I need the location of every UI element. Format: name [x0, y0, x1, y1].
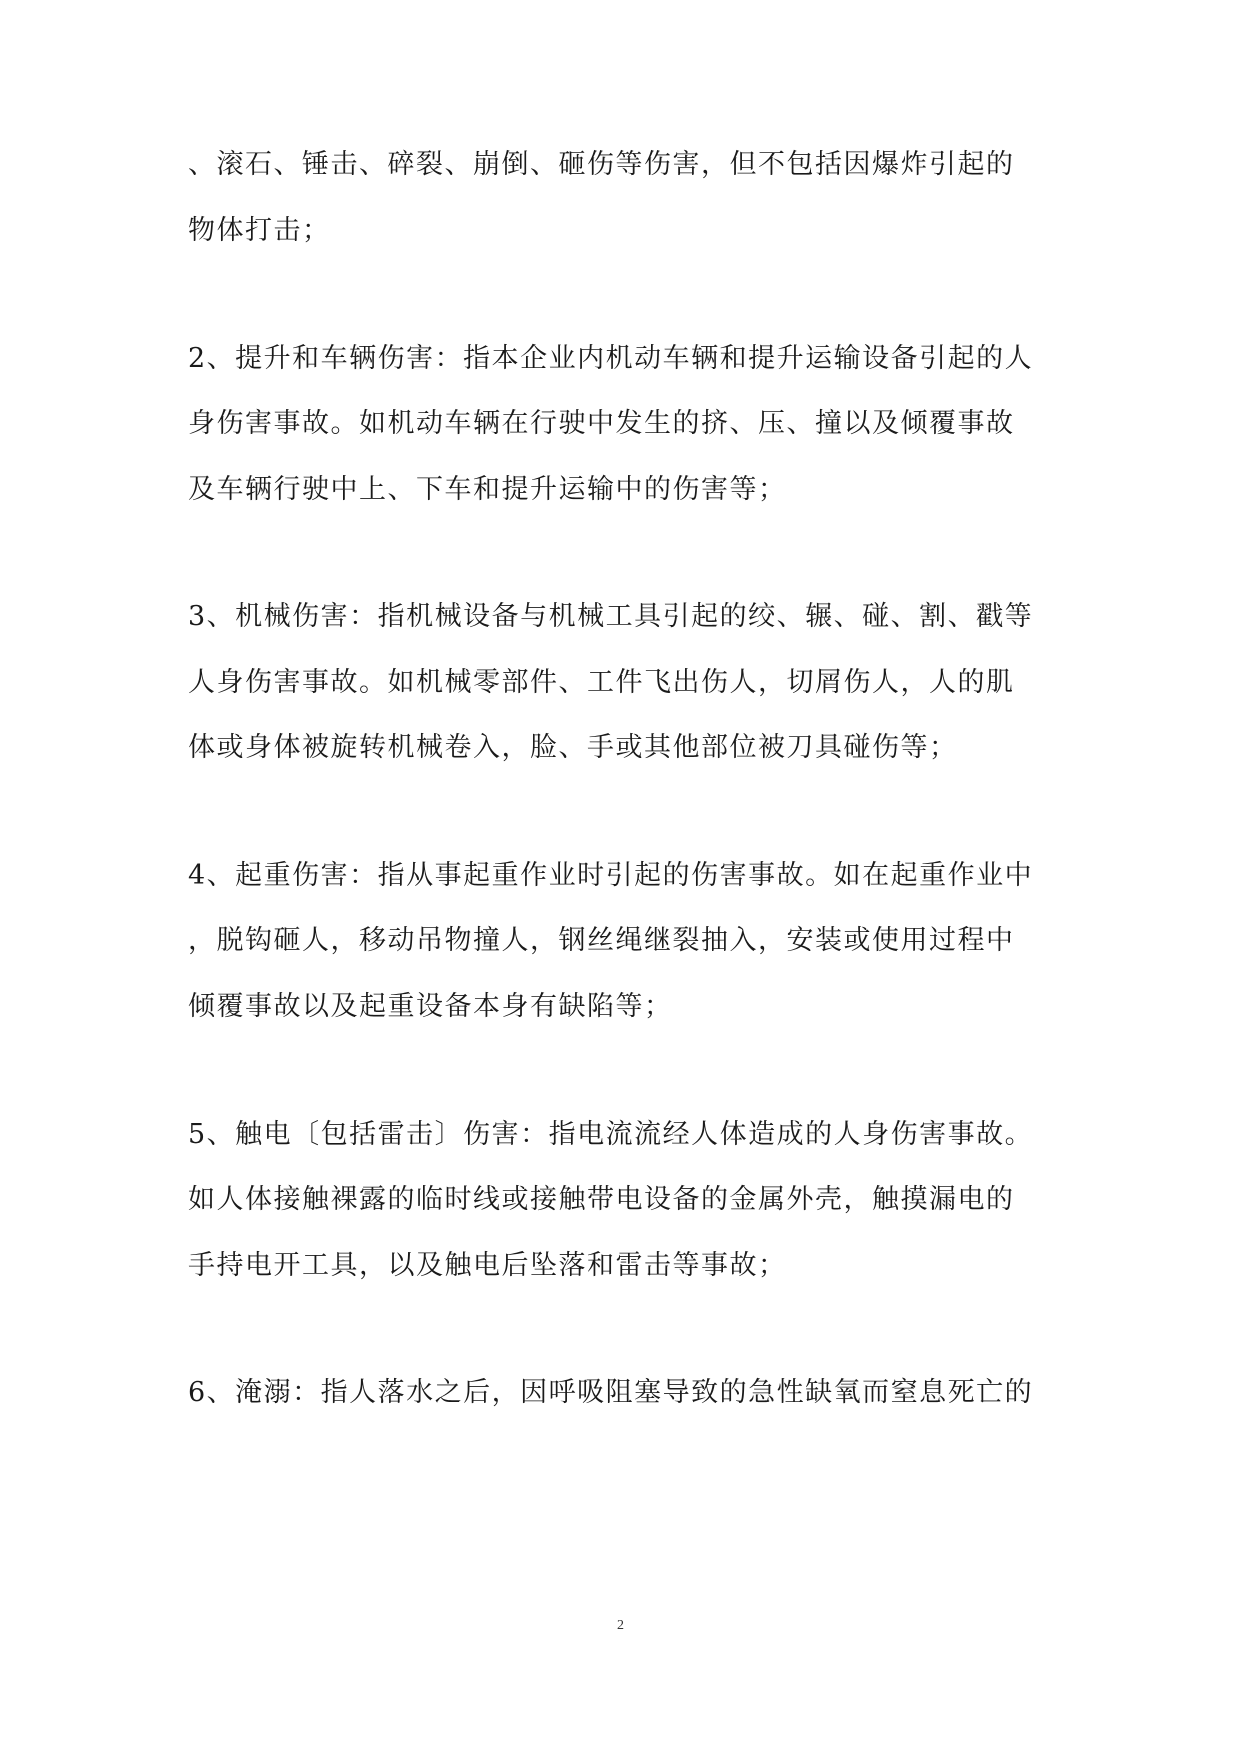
text-line: ，脱钩砸人，移动吊物撞人，钢丝绳继裂抽入，安装或使用过程中: [188, 925, 1015, 956]
text-line: 3、机械伤害：指机械设备与机械工具引起的绞、辗、碰、割、戳等: [188, 601, 1034, 632]
text-line: 身伤害事故。如机动车辆在行驶中发生的挤、压、撞以及倾覆事故: [188, 408, 1015, 439]
text-line: 、滚石、锤击、碎裂、崩倒、砸伤等伤害，但不包括因爆炸引起的: [188, 149, 1015, 180]
text-line: 如人体接触裸露的临时线或接触带电设备的金属外壳，触摸漏电的: [188, 1184, 1015, 1215]
text-line: 5、触电〔包括雷击〕伤害：指电流流经人体造成的人身伤害事故。: [188, 1119, 1034, 1150]
text-line: 体或身体被旋转机械卷入，脸、手或其他部位被刀具碰伤等；: [188, 732, 958, 763]
text-line: 4、起重伤害：指从事起重作业时引起的伤害事故。如在起重作业中: [188, 860, 1034, 891]
text-line: 2、提升和车辆伤害：指本企业内机动车辆和提升运输设备引起的人: [188, 343, 1034, 374]
text-line: 人身伤害事故。如机械零部件、工件飞出伤人，切屑伤人，人的肌: [188, 667, 1015, 698]
text-line: 6、淹溺：指人落水之后，因呼吸阻塞导致的急性缺氧而窒息死亡的: [188, 1377, 1034, 1408]
text-line: 手持电开工具，以及触电后坠落和雷击等事故；: [188, 1250, 787, 1281]
text-line: 倾覆事故以及起重设备本身有缺陷等；: [188, 991, 673, 1022]
text-line: 物体打击；: [188, 215, 331, 246]
page-number: 2: [617, 1618, 624, 1633]
text-line: 及车辆行驶中上、下车和提升运输中的伤害等；: [188, 474, 787, 505]
